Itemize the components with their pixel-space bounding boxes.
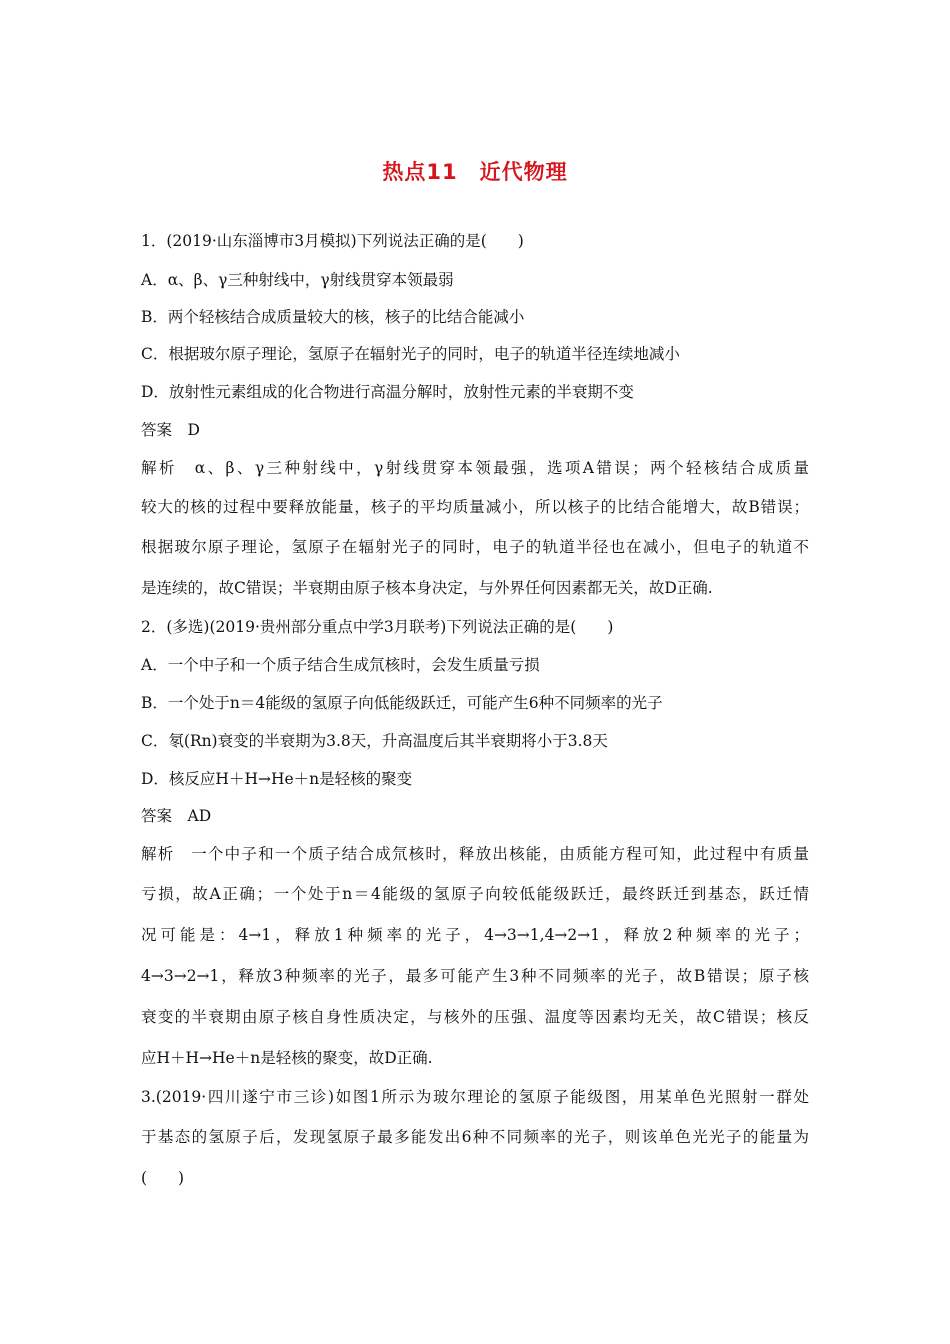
q1-option-b: B．两个轻核结合成质量较大的核，核子的比结合能减小 bbox=[141, 308, 525, 326]
q2-analysis-line: 解析 一个中子和一个质子结合成氘核时，释放出核能，由质能方程可知，此过程中有质量 bbox=[141, 845, 809, 863]
q2-stem: 2．(多选)(2019·贵州部分重点中学3月联考)下列说法正确的是( ) bbox=[141, 618, 614, 636]
q1-analysis-line: 是连续的，故C错误；半衰期由原子核本身决定，与外界任何因素都无关，故D正确. bbox=[141, 579, 713, 597]
q2-analysis-line: 4→3→2→1，释放3种频率的光子，最多可能产生3种不同频率的光子，故B错误；原子核 bbox=[141, 967, 809, 985]
q3-stem-line: 3.(2019·四川遂宁市三诊)如图1所示为玻尔理论的氢原子能级图，用某单色光照射一群处 bbox=[141, 1088, 809, 1106]
q1-option-a: A．α、β、γ三种射线中，γ射线贯穿本领最弱 bbox=[141, 271, 454, 289]
q2-option-c: C．氡(Rn)衰变的半衰期为3.8天，升高温度后其半衰期将小于3.8天 bbox=[141, 732, 608, 750]
q1-option-d: D．放射性元素组成的化合物进行高温分解时，放射性元素的半衰期不变 bbox=[141, 383, 634, 401]
page-title: 热点11 近代物理 bbox=[382, 160, 568, 184]
q2-analysis-line: 况可能是：4→1，释放1种频率的光子，4→3→1,4→2→1，释放2种频率的光子； bbox=[141, 926, 809, 944]
q2-option-a: A．一个中子和一个质子结合生成氘核时，会发生质量亏损 bbox=[141, 656, 540, 674]
q1-analysis-line: 较大的核的过程中要释放能量，核子的平均质量减小，所以核子的比结合能增大，故B错误； bbox=[141, 498, 809, 516]
q2-analysis-line: 衰变的半衰期由原子核自身性质决定，与核外的压强、温度等因素均无关，故C错误；核反 bbox=[141, 1008, 809, 1026]
q2-analysis-line: 亏损，故A正确；一个处于n＝4能级的氢原子向较低能级跃迁，最终跃迁到基态，跃迁情 bbox=[141, 885, 809, 903]
q3-stem-line: 于基态的氢原子后，发现氢原子最多能发出6种不同频率的光子，则该单色光光子的能量为 bbox=[141, 1128, 809, 1146]
q2-option-d: D．核反应H＋H→He＋n是轻核的聚变 bbox=[141, 770, 413, 788]
q1-option-c: C．根据玻尔原子理论，氢原子在辐射光子的同时，电子的轨道半径连续地减小 bbox=[141, 345, 680, 363]
q1-analysis-line: 根据玻尔原子理论，氢原子在辐射光子的同时，电子的轨道半径也在减小，但电子的轨道不 bbox=[141, 538, 809, 556]
q2-answer: 答案 AD bbox=[141, 807, 212, 825]
q3-stem-line: ( ) bbox=[141, 1169, 185, 1187]
q1-stem: 1．(2019·山东淄博市3月模拟)下列说法正确的是( ) bbox=[141, 232, 524, 250]
q2-option-b: B．一个处于n＝4能级的氢原子向低能级跃迁，可能产生6种不同频率的光子 bbox=[141, 694, 663, 712]
q1-answer: 答案 D bbox=[141, 421, 200, 439]
q1-analysis-line: 解析 α、β、γ三种射线中，γ射线贯穿本领最强，选项A错误；两个轻核结合成质量 bbox=[141, 459, 809, 477]
q2-analysis-line: 应H＋H→He＋n是轻核的聚变，故D正确. bbox=[141, 1049, 433, 1067]
